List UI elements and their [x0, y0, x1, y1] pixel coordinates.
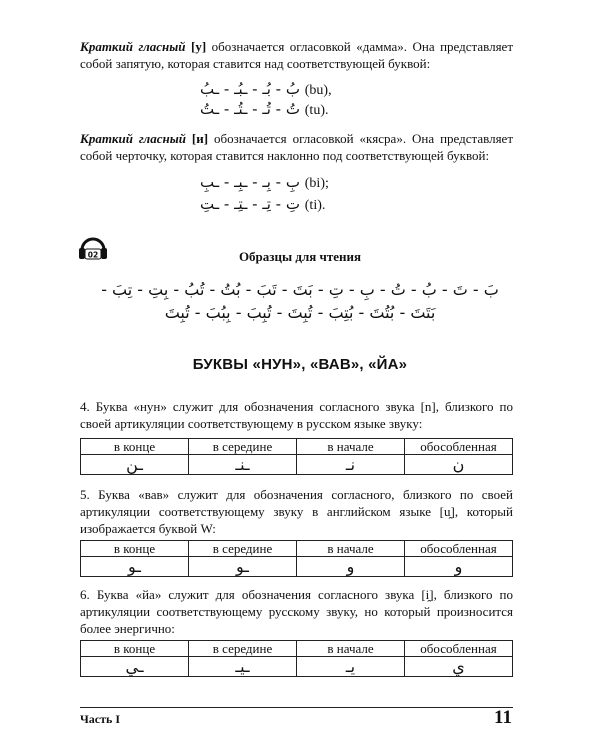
table-header-row	[81, 541, 513, 557]
ya-description: 6. Буква «йа» служит для обозначения согласного звука [i̯], близкого по артикуляции соответствующему русскому звуку, но который произносится более энергично:	[80, 587, 513, 636]
damma-example-2-arabic: تُ - تُـ - ـتُـ - ـتُ	[200, 100, 300, 118]
kasra-example-1	[200, 172, 520, 194]
page-number: 11	[494, 707, 512, 728]
kasra-example-2	[200, 194, 520, 216]
damma-lead: Краткий гласный	[80, 39, 186, 54]
nun-final: ـن	[81, 455, 189, 475]
waw-medial: ـو	[189, 557, 297, 577]
kasra-example-2-translit: (ti).	[304, 198, 326, 213]
header-medial: в середине	[189, 641, 297, 657]
table-row	[81, 455, 513, 475]
table-header-row	[81, 439, 513, 455]
header-isolated: обособленная	[405, 641, 513, 657]
reading-line-2: بَتَتَ - بُتُتَ - بُتِبَ - تُبِتَ - تُبِبَ - بِبُبَ - تُبِتَ	[164, 303, 436, 322]
nun-description: 4. Буква «нун» служит для обозначения согласного звука [n], близкого по своей артикуляции соответствующему в русском языке звуку:	[80, 399, 513, 431]
table-header-row	[81, 641, 513, 657]
waw-isolated: و	[405, 557, 513, 577]
damma-example-1-translit: (bu),	[304, 83, 332, 98]
footer-divider	[80, 707, 513, 708]
ya-isolated: ي	[405, 657, 513, 677]
header-isolated: обособленная	[405, 541, 513, 557]
kasra-example-1-translit: (bi);	[304, 176, 329, 191]
table-row	[81, 557, 513, 577]
damma-example-2	[200, 99, 520, 121]
kasra-lead: Краткий гласный	[80, 131, 186, 146]
audio-track-number: 02	[87, 250, 99, 260]
damma-example-2-translit: (tu).	[304, 103, 329, 118]
damma-example-1	[200, 79, 520, 101]
waw-final: ـو	[81, 557, 189, 577]
section-title: БУКВЫ «НУН», «ВАВ», «ЙА»	[192, 356, 408, 373]
header-medial: в середине	[189, 541, 297, 557]
footer-part-label: Часть I	[80, 712, 121, 726]
ya-initial: يـ	[297, 657, 405, 677]
kasra-text: обозначается огласовкой «кясра». Она представляет собой черточку, которая ставится наклонно под соответствующей буквой:	[80, 131, 514, 163]
nun-isolated: ن	[405, 455, 513, 475]
nun-initial: نـ	[297, 455, 405, 475]
damma-letter: [у]	[191, 39, 207, 54]
header-initial: в начале	[297, 641, 405, 657]
header-medial: в середине	[189, 439, 297, 455]
header-initial: в начале	[297, 439, 405, 455]
kasra-paragraph	[80, 130, 513, 164]
header-final: в конце	[81, 641, 189, 657]
ya-final: ـي	[81, 657, 189, 677]
kasra-letter: [и]	[191, 131, 209, 146]
ya-medial: ـيـ	[189, 657, 297, 677]
waw-initial: و	[297, 557, 405, 577]
header-final: в конце	[81, 541, 189, 557]
ya-forms-table	[80, 640, 513, 677]
damma-example-1-arabic: بُ - بُـ - ـبُـ - ـبُ	[200, 80, 300, 98]
reading-title: Образцы для чтения	[238, 249, 362, 264]
reading-line-1: بَ - تَ - بُ - تُ - بِ - تِ - بَتَ - تَبَ - بُتُ - تُبُ - بِتِ - تِبَ -	[101, 280, 499, 299]
damma-paragraph	[80, 38, 513, 72]
header-isolated: обособленная	[405, 439, 513, 455]
damma-text: обозначается огласовкой «дамма». Она представляет собой запятую, которая ставится над соответствующей буквой:	[80, 39, 514, 71]
header-initial: в начале	[297, 541, 405, 557]
header-final: в конце	[81, 439, 189, 455]
kasra-example-1-arabic: بِ - بِـ - ـبِـ - ـبِ	[200, 173, 300, 191]
kasra-example-2-arabic: تِ - تِـ - ـتِـ - ـتِ	[200, 195, 300, 213]
nun-forms-table	[80, 438, 513, 475]
table-row	[81, 657, 513, 677]
nun-medial: ـنـ	[189, 455, 297, 475]
waw-description: 5. Буква «вав» служит для обозначения согласного, близкого по своей артикуляции соответствующему звуку в английском языке [u̯], который изображается буквой W:	[80, 487, 513, 536]
waw-forms-table	[80, 540, 513, 577]
